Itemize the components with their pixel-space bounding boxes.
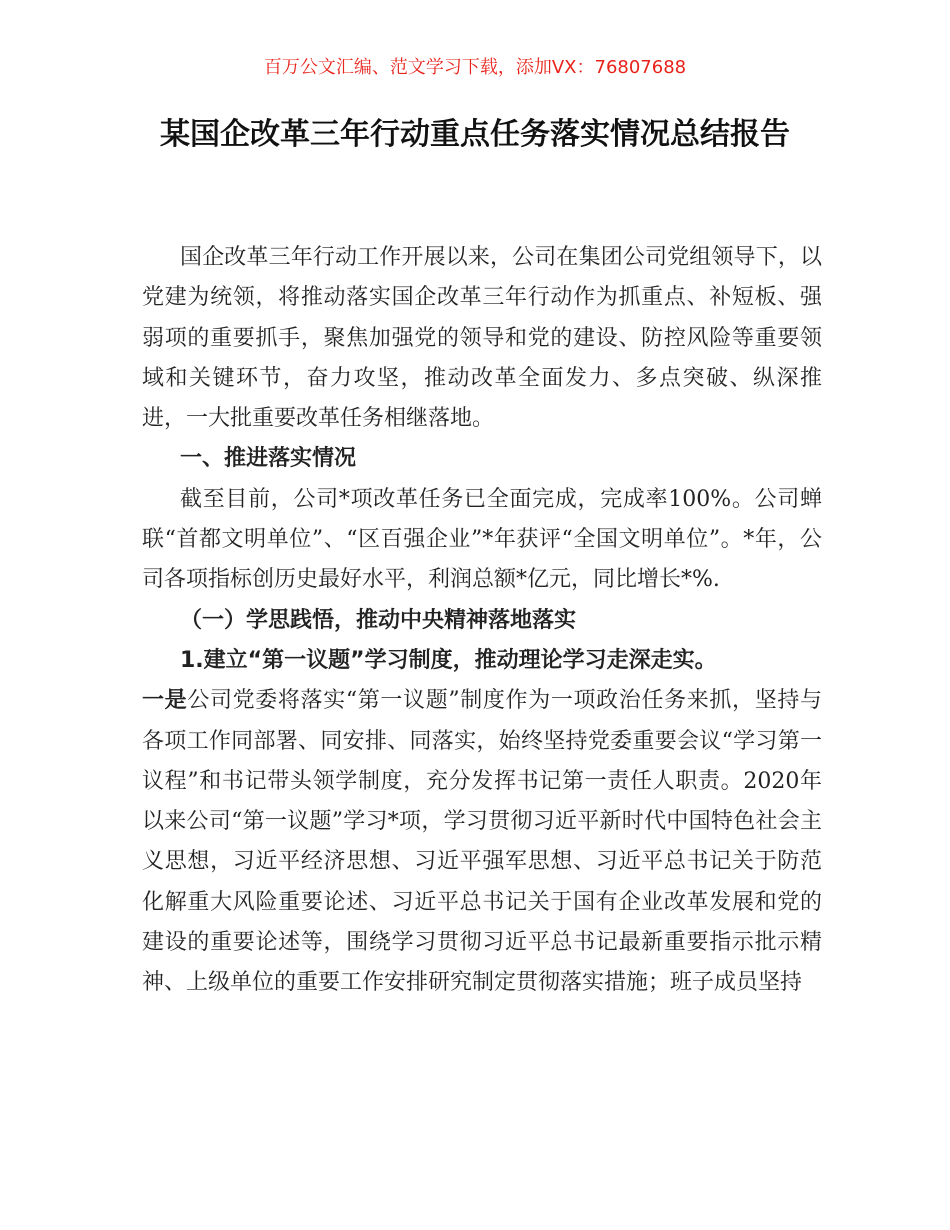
subsection-heading-1: （一）学思践悟，推动中央精神落地落实 (180, 607, 577, 633)
intro-paragraph: 国企改革三年行动工作开展以来，公司在集团公司党组领导下，以党建为统领，将推动落实国企改革三年行动作为抓重点、补短板、强弱项的重要抓手，聚焦加强党的领导和党的建设、防控风险等重要领域和关键环节，奋力攻坚，推动改革全面发力、多点突破、纵深推进，一大批重要改革任务相继落地。 (142, 245, 822, 432)
lead-phrase: 一是 (142, 688, 188, 714)
progress-paragraph: 截至目前，公司*项改革任务已全面完成，完成率100%。公司蝉联“首都文明单位”、“区百强企业”*年获评“全国文明单位”。*年，公司各项指标创历史最好水平，利润总额*亿元，同比增长*%. (142, 486, 822, 593)
watermark-banner: 百万公文汇编、范文学习下载，添加VX：76807688 (263, 57, 687, 78)
study-paragraph-text: 公司党委将落实“第一议题”制度作为一项政治任务来抓，坚持与各项工作同部署、同安排、同落实，始终坚持党委重要会议“学习第一议程”和书记带头领学制度，充分发挥书记第一责任人职责。2020年以来公司“第一议题”学习*项，学习贯彻习近平新时代中国特色社会主义思想，习近平经济思想、习近平强军思想、习近平总书记关于防范化解重大风险重要论述、习近平总书记关于国有企业改革发展和党的建设的重要论述等，围绕学习贯彻习近平总书记最新重要指示批示精神、上级单位的重要工作安排研究制定贯彻落实措施；班子成员坚持 (142, 688, 822, 996)
item-heading-1: 1.建立“第一议题”学习制度，推动理论学习走深走实。 (180, 647, 717, 673)
document-title: 某国企改革三年行动重点任务落实情况总结报告 (160, 117, 790, 152)
section-heading-1: 一、推进落实情况 (180, 446, 357, 472)
study-paragraph (142, 681, 822, 1003)
document-body (142, 238, 822, 1004)
